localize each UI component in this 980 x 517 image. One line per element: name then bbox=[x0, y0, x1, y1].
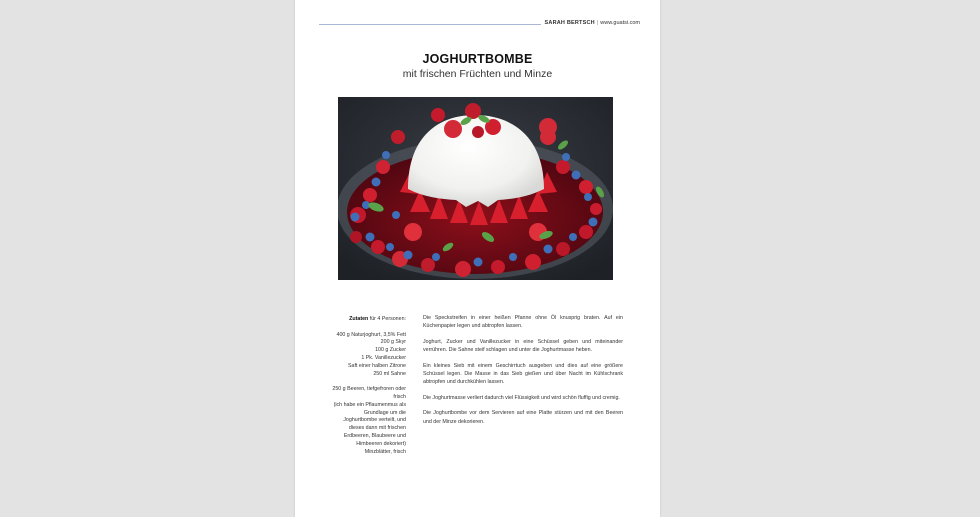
step-paragraph: Ein kleines Sieb mit einem Geschirrtuch ausgeben und dies auf eine größere Schüssel legen. Die Masse in das Sieb gießen und über Nacht im Kühlschrank abtropfen und durchkühlen lassen. bbox=[423, 362, 623, 386]
recipe-subtitle: mit frischen Früchten und Minze bbox=[402, 68, 553, 80]
ingredient-line: 1 Pk. Vanillezucker bbox=[361, 354, 406, 361]
header-site: www.guatsi.com bbox=[600, 20, 640, 26]
recipe-photo bbox=[338, 97, 613, 280]
ingredients-heading-bold: Zutaten bbox=[349, 316, 369, 322]
step-paragraph: Joghurt, Zucker und Vanillezucker in eine Schüssel geben und miteinander verrühren. Die Sahne steif schlagen und unter die Joghurtmasse heben. bbox=[423, 338, 623, 354]
page-header bbox=[545, 20, 640, 26]
ingredients-list bbox=[319, 316, 406, 464]
ingredient-line: 200 g Skyr bbox=[380, 339, 406, 346]
recipe-title: JOGHURTBOMBE bbox=[422, 52, 533, 66]
ingredients-group-1 bbox=[319, 332, 406, 379]
ingredient-line: Erdbeeren, Blaubeere und bbox=[343, 432, 406, 439]
step-paragraph: Die Joghurtbombe vor dem Servieren auf eine Platte stürzen und mit den Beeren und der Minze dekorieren. bbox=[423, 410, 623, 425]
ingredients-group-2 bbox=[319, 386, 406, 456]
header-rule bbox=[319, 24, 541, 25]
step-paragraph: Die Speckstreifen in einer heißen Pfanne ohne Öl knusprig braten. Auf ein Küchenpapier legen und abtropfen lassen. bbox=[423, 315, 623, 330]
ingredient-line: (ich habe ein Pflaumenmus als bbox=[333, 401, 406, 408]
ingredients-heading-rest: für 4 Personen: bbox=[368, 316, 406, 322]
ingredient-line: Grundlage um die bbox=[363, 409, 406, 416]
ingredient-line: Himbeeren dekoriert) bbox=[356, 440, 406, 447]
header-separator: | bbox=[596, 20, 599, 26]
ingredient-line: Saft einer halben Zitrone bbox=[347, 362, 406, 369]
recipe-page bbox=[295, 0, 660, 517]
ingredient-line: 250 ml Sahne bbox=[373, 370, 406, 377]
header-author: SARAH BERTSCH bbox=[544, 20, 595, 26]
ingredient-line: frisch bbox=[393, 393, 406, 400]
preparation-steps bbox=[423, 314, 623, 433]
ingredient-line: dieses dann mit frischen bbox=[348, 425, 406, 432]
ingredient-line: Joghurtbombe verteilt, und bbox=[343, 417, 406, 424]
ingredient-line: 400 g Naturjoghurt, 3,5% Fett bbox=[336, 331, 406, 338]
ingredient-line: Minzblätter, frisch bbox=[364, 448, 406, 455]
ingredient-line: 250 g Beeren, tiefgefroren oder bbox=[332, 386, 406, 393]
step-paragraph: Die Joghurtmasse verliert dadurch viel Flüssigkeit und wird schön fluffig und cremig. bbox=[423, 394, 620, 401]
ingredient-line: 100 g Zucker bbox=[375, 347, 406, 354]
ingredients-heading bbox=[319, 316, 406, 324]
